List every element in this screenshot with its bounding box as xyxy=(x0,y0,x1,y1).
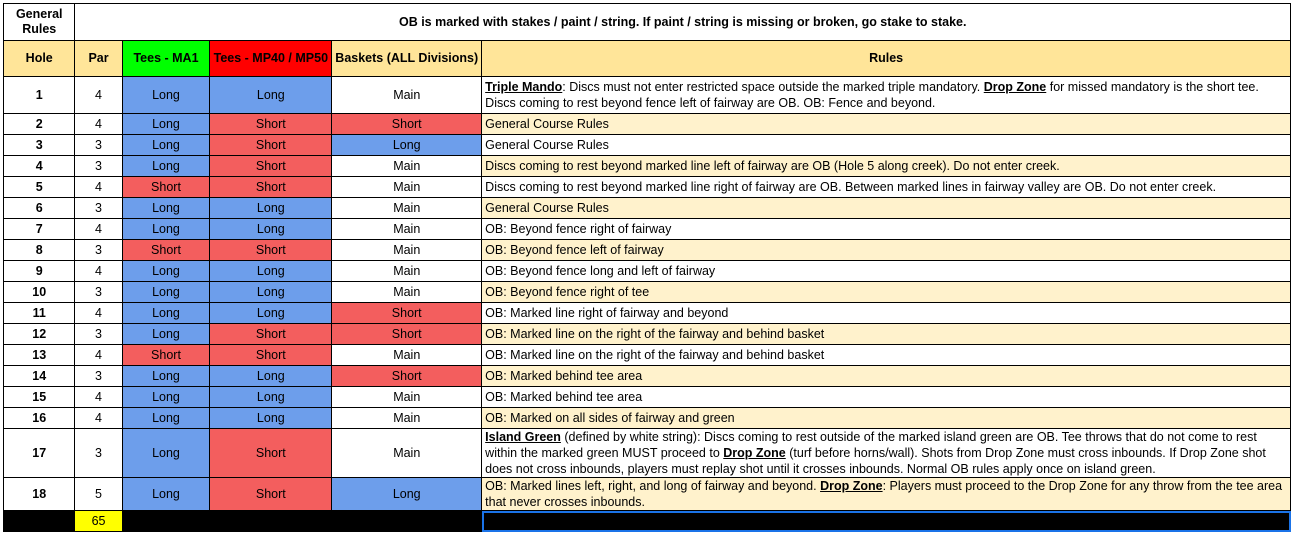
rules-header[interactable]: Rules xyxy=(482,41,1291,77)
hole-cell[interactable]: 2 xyxy=(4,114,75,135)
rules-text: OB: Beyond fence right of fairway xyxy=(485,222,672,236)
ob-banner-text: OB is marked with stakes / paint / string. If paint / string is missing or broken, go stake to stake. xyxy=(398,15,967,29)
hole-row xyxy=(4,261,1291,282)
par-cell[interactable]: 3 xyxy=(75,198,122,219)
basket-cell[interactable]: Main xyxy=(332,408,482,429)
tee-ma1-cell[interactable]: Long xyxy=(122,156,210,177)
rules-emphasis: Drop Zone xyxy=(820,479,883,493)
basket-cell[interactable]: Main xyxy=(332,345,482,366)
rules-cell[interactable] xyxy=(482,324,1291,345)
basket-cell[interactable]: Main xyxy=(332,77,482,114)
par-cell[interactable]: 3 xyxy=(75,429,122,478)
tee-mp-cell[interactable]: Short xyxy=(210,177,332,198)
par-cell[interactable]: 3 xyxy=(75,282,122,303)
par-cell[interactable]: 4 xyxy=(75,114,122,135)
rules-text: Discs coming to rest beyond marked line right of fairway are OB. Between marked lines in fairway valley are OB. Do not enter creek. xyxy=(485,180,1217,194)
basket-cell[interactable]: Long xyxy=(332,135,482,156)
general-rules-label: General Rules xyxy=(15,7,63,36)
hole-cell[interactable]: 11 xyxy=(4,303,75,324)
rules-text: OB: Marked behind tee area xyxy=(485,390,643,404)
hole-row xyxy=(4,324,1291,345)
rules-cell[interactable] xyxy=(482,240,1291,261)
rules-text: for missed mandatory is the short tee. Discs coming to rest beyond fence left of fairway are OB. OB: Fence and beyond. xyxy=(485,80,1259,110)
hole-cell[interactable]: 13 xyxy=(4,345,75,366)
tee-mp-cell[interactable]: Short xyxy=(210,240,332,261)
hole-row xyxy=(4,345,1291,366)
rules-text: : Players must proceed to the Drop Zone for any throw from the tee area that never crosses inbounds. xyxy=(485,479,1283,509)
hole-row xyxy=(4,240,1291,261)
rules-cell[interactable] xyxy=(482,366,1291,387)
rules-emphasis: Drop Zone xyxy=(983,80,1047,94)
hole-row xyxy=(4,177,1291,198)
tee-ma1-cell[interactable]: Short xyxy=(122,240,210,261)
rules-text: OB: Beyond fence long and left of fairway xyxy=(485,264,716,278)
rules-cell[interactable] xyxy=(482,177,1291,198)
basket-cell[interactable]: Short xyxy=(332,114,482,135)
tee-mp-cell[interactable]: Long xyxy=(210,282,332,303)
rules-text: General Course Rules xyxy=(485,117,609,131)
hole-cell[interactable]: 7 xyxy=(4,219,75,240)
rules-text: OB: Marked line right of fairway and beyond xyxy=(485,306,729,320)
tee-ma1-cell[interactable]: Long xyxy=(122,478,210,511)
rules-cell[interactable] xyxy=(482,114,1291,135)
hole-header[interactable]: Hole xyxy=(4,41,75,77)
basket-cell[interactable]: Main xyxy=(332,198,482,219)
tee-ma1-cell[interactable]: Long xyxy=(122,324,210,345)
tee-mp-cell[interactable]: Short xyxy=(210,156,332,177)
hole-cell[interactable]: 10 xyxy=(4,282,75,303)
rules-text: Discs coming to rest beyond marked line left of fairway are OB (Hole 5 along creek). Do not enter creek. xyxy=(485,159,1060,173)
hole-cell[interactable]: 12 xyxy=(4,324,75,345)
par-cell[interactable]: 5 xyxy=(75,478,122,511)
rules-cell[interactable] xyxy=(482,282,1291,303)
total-hole-cell[interactable] xyxy=(4,511,75,532)
basket-cell[interactable]: Short xyxy=(332,366,482,387)
tee-ma1-cell[interactable]: Long xyxy=(122,261,210,282)
par-cell[interactable]: 4 xyxy=(75,303,122,324)
header-row xyxy=(4,41,1291,77)
rules-spreadsheet xyxy=(3,3,1291,532)
par-cell[interactable]: 4 xyxy=(75,408,122,429)
hole-cell[interactable]: 5 xyxy=(4,177,75,198)
tee-ma1-cell[interactable]: Long xyxy=(122,387,210,408)
par-cell[interactable]: 3 xyxy=(75,135,122,156)
hole-row xyxy=(4,408,1291,429)
hole-cell[interactable]: 9 xyxy=(4,261,75,282)
rules-text: (defined by white string): Discs coming to rest outside of the marked island green are OB. Tee throws that do not come to rest within the marked green MUST proceed to xyxy=(485,430,1257,460)
rules-text: OB: Beyond fence left of fairway xyxy=(485,243,664,257)
basket-cell[interactable]: Main xyxy=(332,240,482,261)
rules-cell[interactable] xyxy=(482,77,1291,114)
tees-mp-header[interactable]: Tees - MP40 / MP50 xyxy=(210,41,332,77)
hole-row xyxy=(4,219,1291,240)
ob-banner-cell[interactable] xyxy=(75,4,1291,41)
rules-text: General Course Rules xyxy=(485,138,609,152)
rules-text: OB: Marked lines left, right, and long of fairway and beyond. xyxy=(485,479,821,493)
basket-cell[interactable]: Short xyxy=(332,303,482,324)
tees-ma1-header[interactable]: Tees - MA1 xyxy=(122,41,210,77)
basket-cell[interactable]: Main xyxy=(332,282,482,303)
tee-ma1-cell[interactable]: Long xyxy=(122,198,210,219)
tee-ma1-cell[interactable]: Long xyxy=(122,219,210,240)
par-cell[interactable]: 3 xyxy=(75,240,122,261)
baskets-header[interactable]: Baskets (ALL Divisions) xyxy=(332,41,482,77)
tee-ma1-cell[interactable]: Long xyxy=(122,77,210,114)
rules-cell[interactable] xyxy=(482,408,1291,429)
rules-text: General Course Rules xyxy=(485,201,609,215)
total-par-cell[interactable]: 65 xyxy=(75,511,122,532)
total-row xyxy=(4,511,1291,532)
tee-mp-cell[interactable]: Long xyxy=(210,77,332,114)
tee-mp-cell[interactable]: Long xyxy=(210,303,332,324)
par-cell[interactable]: 4 xyxy=(75,219,122,240)
total-mp-cell[interactable] xyxy=(210,511,332,532)
general-rules-cell[interactable] xyxy=(4,4,75,41)
rules-cell[interactable] xyxy=(482,219,1291,240)
par-cell[interactable]: 4 xyxy=(75,177,122,198)
hole-row xyxy=(4,114,1291,135)
basket-cell[interactable]: Long xyxy=(332,478,482,511)
par-header[interactable]: Par xyxy=(75,41,122,77)
tee-mp-cell[interactable]: Long xyxy=(210,408,332,429)
tee-ma1-cell[interactable]: Long xyxy=(122,366,210,387)
rules-text: OB: Beyond fence right of tee xyxy=(485,285,650,299)
basket-cell[interactable]: Main xyxy=(332,177,482,198)
tee-mp-cell[interactable]: Short xyxy=(210,135,332,156)
rules-cell[interactable] xyxy=(482,387,1291,408)
hole-cell[interactable]: 3 xyxy=(4,135,75,156)
hole-row xyxy=(4,156,1291,177)
tee-ma1-cell[interactable]: Long xyxy=(122,303,210,324)
tee-mp-cell[interactable]: Short xyxy=(210,345,332,366)
hole-cell[interactable]: 17 xyxy=(4,429,75,478)
hole-row xyxy=(4,303,1291,324)
rules-cell[interactable] xyxy=(482,135,1291,156)
rules-text: OB: Marked line on the right of the fairway and behind basket xyxy=(485,348,825,362)
rules-cell[interactable] xyxy=(482,303,1291,324)
tee-ma1-cell[interactable]: Long xyxy=(122,282,210,303)
rules-emphasis: Drop Zone xyxy=(723,446,786,460)
rules-emphasis: Triple Mando xyxy=(485,80,563,94)
tee-ma1-cell[interactable]: Long xyxy=(122,135,210,156)
hole-cell[interactable]: 8 xyxy=(4,240,75,261)
hole-cell[interactable]: 16 xyxy=(4,408,75,429)
rules-text: : Discs must not enter restricted space outside the marked triple mandatory. xyxy=(562,80,984,94)
total-rules-cell[interactable] xyxy=(482,511,1291,532)
hole-cell[interactable]: 15 xyxy=(4,387,75,408)
par-cell[interactable]: 4 xyxy=(75,345,122,366)
tee-ma1-cell[interactable]: Long xyxy=(122,114,210,135)
rules-cell[interactable] xyxy=(482,156,1291,177)
rules-emphasis: Island Green xyxy=(485,430,561,444)
par-cell[interactable]: 4 xyxy=(75,77,122,114)
rules-text: OB: Marked on all sides of fairway and green xyxy=(485,411,735,425)
tee-mp-cell[interactable]: Long xyxy=(210,198,332,219)
hole-cell[interactable]: 4 xyxy=(4,156,75,177)
tee-mp-cell[interactable]: Short xyxy=(210,478,332,511)
hole-cell[interactable]: 18 xyxy=(4,478,75,511)
hole-row xyxy=(4,77,1291,114)
hole-cell[interactable]: 6 xyxy=(4,198,75,219)
hole-row xyxy=(4,366,1291,387)
basket-cell[interactable]: Main xyxy=(332,429,482,478)
hole-row xyxy=(4,429,1291,478)
rules-cell[interactable] xyxy=(482,429,1291,478)
total-ma1-cell[interactable] xyxy=(122,511,210,532)
tee-ma1-cell[interactable]: Short xyxy=(122,345,210,366)
hole-row xyxy=(4,478,1291,511)
rules-text: (turf before horns/wall). Shots from Drop Zone must cross inbounds. If Drop Zone shot does not cross inbounds, players must replay shot until it crosses inbounds. Normal OB rules apply once on island green. xyxy=(485,446,1266,476)
hole-cell[interactable]: 14 xyxy=(4,366,75,387)
rules-cell[interactable] xyxy=(482,345,1291,366)
tee-ma1-cell[interactable]: Short xyxy=(122,177,210,198)
hole-row xyxy=(4,135,1291,156)
tee-mp-cell[interactable]: Long xyxy=(210,387,332,408)
par-cell[interactable]: 3 xyxy=(75,324,122,345)
tee-mp-cell[interactable]: Long xyxy=(210,261,332,282)
hole-row xyxy=(4,282,1291,303)
basket-cell[interactable]: Short xyxy=(332,324,482,345)
hole-cell[interactable]: 1 xyxy=(4,77,75,114)
tee-mp-cell[interactable]: Short xyxy=(210,429,332,478)
hole-row xyxy=(4,387,1291,408)
tee-mp-cell[interactable]: Short xyxy=(210,114,332,135)
tee-ma1-cell[interactable]: Long xyxy=(122,408,210,429)
basket-cell[interactable]: Main xyxy=(332,387,482,408)
rules-cell[interactable] xyxy=(482,198,1291,219)
rules-cell[interactable] xyxy=(482,478,1291,511)
rules-text: OB: Marked line on the right of the fairway and behind basket xyxy=(485,327,825,341)
tee-ma1-cell[interactable]: Long xyxy=(122,429,210,478)
par-cell[interactable]: 4 xyxy=(75,387,122,408)
basket-cell[interactable]: Main xyxy=(332,261,482,282)
basket-cell[interactable]: Main xyxy=(332,156,482,177)
tee-mp-cell[interactable]: Long xyxy=(210,219,332,240)
par-cell[interactable]: 4 xyxy=(75,261,122,282)
rules-cell[interactable] xyxy=(482,261,1291,282)
rules-text: OB: Marked behind tee area xyxy=(485,369,643,383)
tee-mp-cell[interactable]: Short xyxy=(210,324,332,345)
basket-cell[interactable]: Main xyxy=(332,219,482,240)
par-cell[interactable]: 3 xyxy=(75,156,122,177)
tee-mp-cell[interactable]: Long xyxy=(210,366,332,387)
total-basket-cell[interactable] xyxy=(332,511,482,532)
hole-row xyxy=(4,198,1291,219)
par-cell[interactable]: 3 xyxy=(75,366,122,387)
